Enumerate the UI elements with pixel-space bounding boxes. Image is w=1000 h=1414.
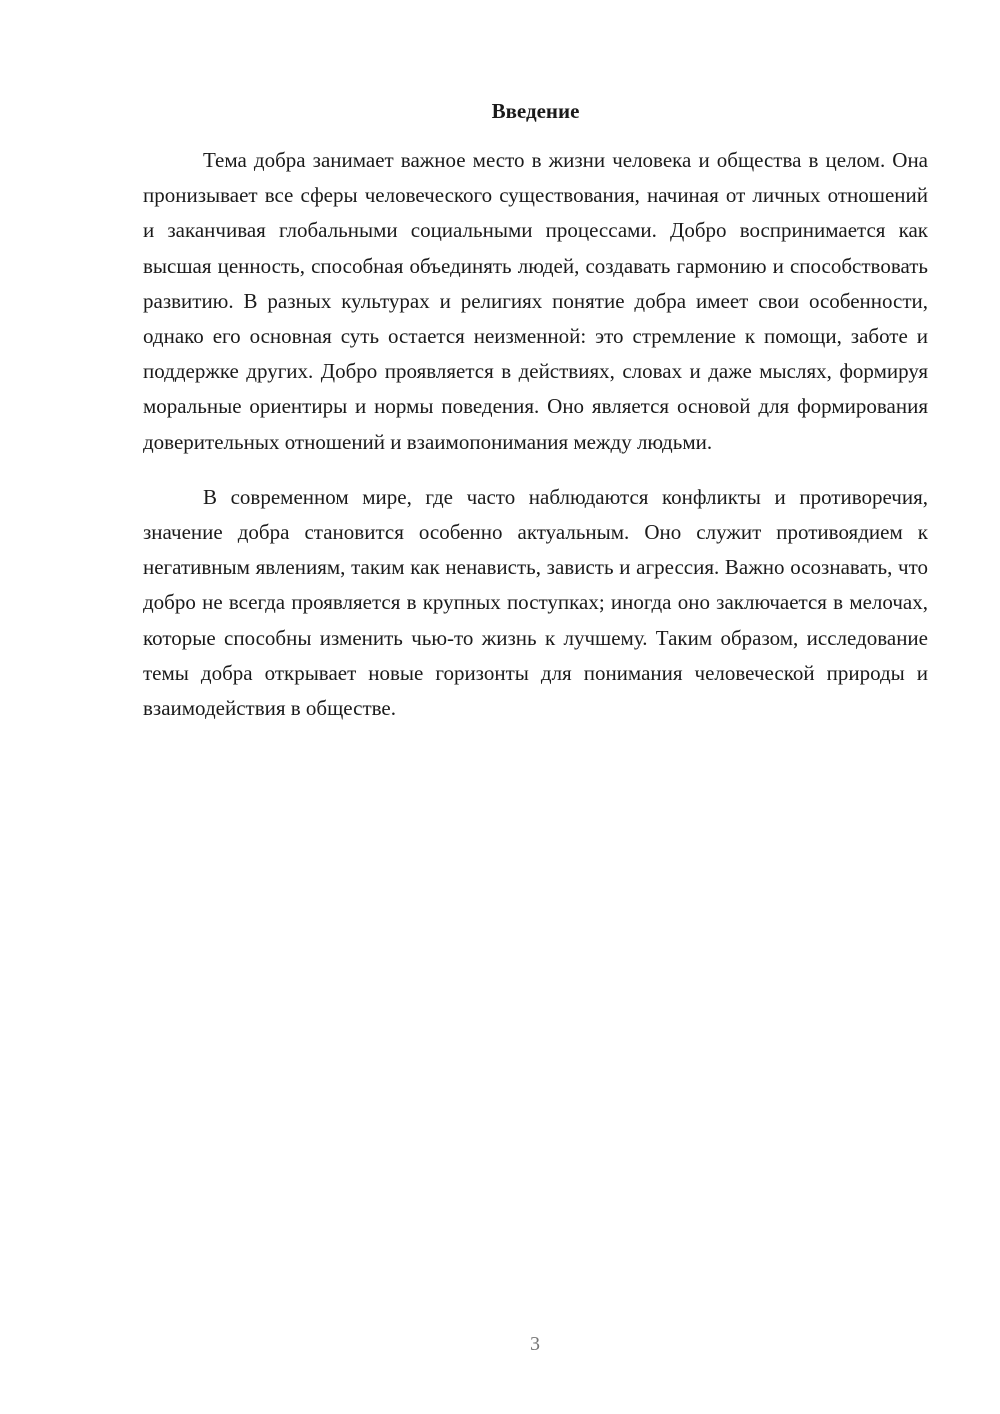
body-text	[143, 143, 928, 726]
section-heading: Введение	[491, 99, 580, 123]
paragraph-2: В современном мире, где часто наблюдаются конфликты и противоречия, значение добра становится особенно актуальным. Оно служит противоядием к негативным явлениям, таким как ненависть, зависть и агрессия. Важно осознавать, что добро не всегда проявляется в крупных поступках; иногда оно заключается в мелочах, которые способны изменить чью-то жизнь к лучшему. Таким образом, исследование темы добра открывает новые горизонты для понимания человеческой природы и взаимодействия в обществе.	[143, 484, 928, 721]
paragraph-1: Тема добра занимает важное место в жизни человека и общества в целом. Она пронизывает все сферы человеческого существования, начиная от личных отношений и заканчивая глобальными социальными процессами. Добро воспринимается как высшая ценность, способная объединять людей, создавать гармонию и способствовать развитию. В разных культурах и религиях понятие добра имеет свои особенности, однако его основная суть остается неизменной: это стремление к помощи, заботе и поддержке других. Добро проявляется в действиях, словах и даже мыслях, формируя моральные ориентиры и нормы поведения. Оно является основой для формирования доверительных отношений и взаимопонимания между людьми.	[143, 148, 928, 454]
page-number: 3	[530, 1333, 540, 1355]
